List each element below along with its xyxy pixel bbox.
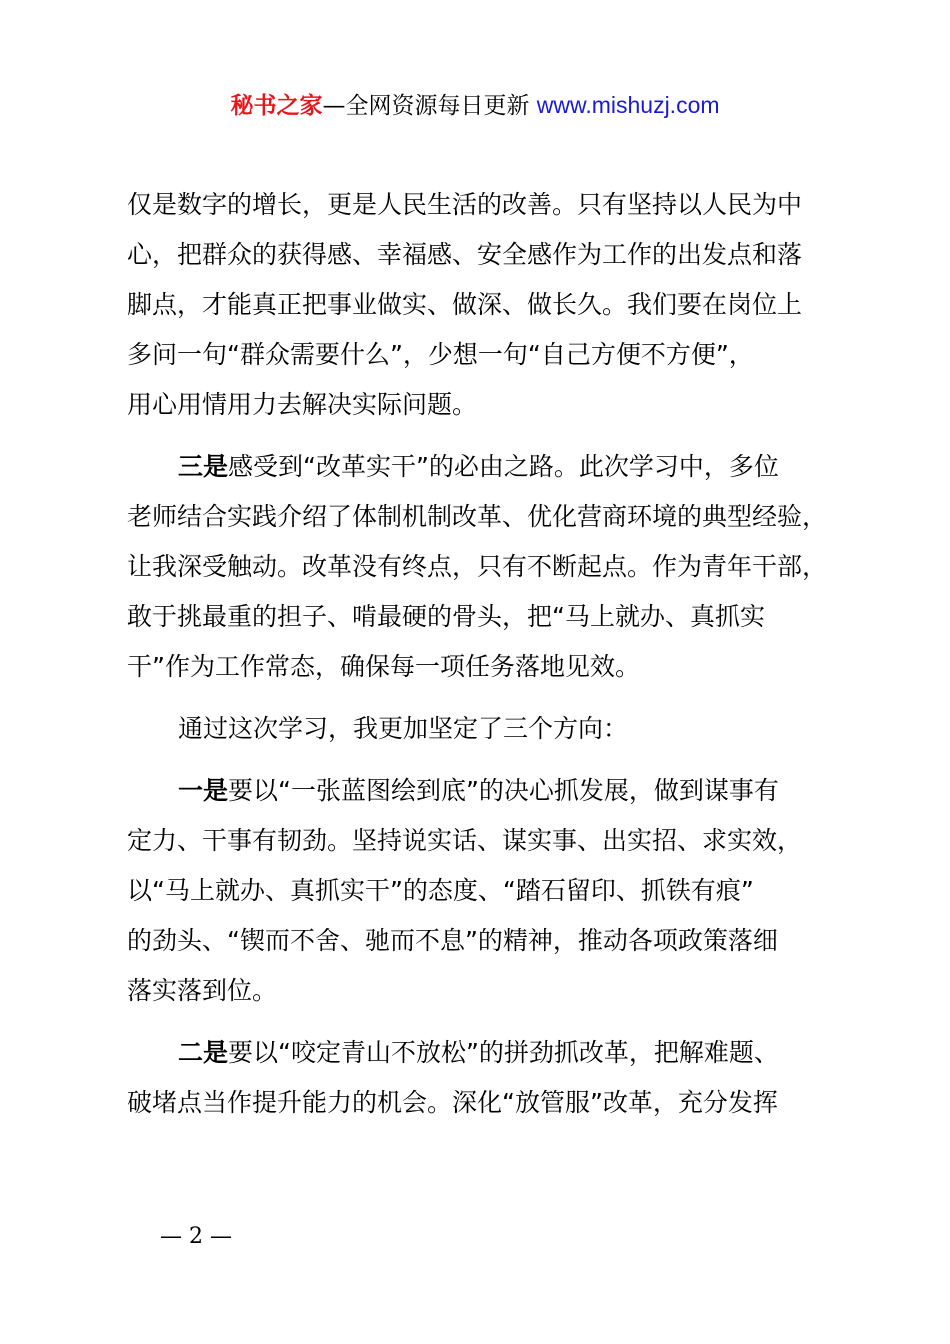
paragraph-first-line [178, 1036, 779, 1070]
body-line: 脚点，才能真正把事业做实、做深、做长久。我们要在岗位上 [127, 290, 803, 319]
paragraph-lead: 一是 [178, 776, 229, 805]
paragraph-text: 要以“咬定青山不放松”的拼劲抓改革，把解难题、 [228, 1038, 779, 1067]
paragraph-first-line [178, 774, 779, 808]
body-line: 定力、干事有韧劲。坚持说实话、谋实事、出实招、求实效， [127, 826, 803, 855]
body-line: 干”作为工作常态，确保每一项任务落地见效。 [127, 652, 640, 681]
body-line: 心，把群众的获得感、幸福感、安全感作为工作的出发点和落 [127, 240, 803, 269]
page-header [0, 88, 950, 123]
body-line: 以“马上就办、真抓实干”的态度、“踏石留印、抓铁有痕” [127, 876, 754, 905]
paragraph-first-line: 通过这次学习，我更加坚定了三个方向： [178, 714, 629, 743]
paragraph-text: 要以“一张蓝图绘到底”的决心抓发展，做到谋事有 [228, 776, 779, 805]
body-line: 用心用情用力去解决实际问题。 [127, 390, 478, 419]
body-line: 仅是数字的增长，更是人民生活的改善。只有坚持以人民为中 [127, 190, 803, 219]
site-tagline: —全网资源每日更新 [322, 93, 530, 119]
body-line: 老师结合实践介绍了体制机制改革、优化营商环境的典型经验， [127, 502, 828, 531]
site-brand: 秘书之家 [230, 93, 323, 119]
body-line: 破堵点当作提升能力的机会。深化“放管服”改革，充分发挥 [127, 1088, 778, 1117]
body-line: 落实落到位。 [127, 976, 278, 1005]
page-number: — 2 — [160, 1224, 232, 1249]
paragraph-lead: 二是 [178, 1038, 229, 1067]
paragraph-lead: 三是 [178, 452, 229, 481]
body-line: 敢于挑最重的担子、啃最硬的骨头，把“马上就办、真抓实 [127, 602, 765, 631]
site-url: www.mishuzj.com [536, 92, 720, 118]
body-line: 多问一句“群众需要什么”，少想一句“自己方便不方便”， [127, 340, 754, 369]
paragraph-text: 感受到“改革实干”的必由之路。此次学习中，多位 [228, 452, 779, 481]
paragraph-first-line [178, 450, 779, 484]
body-line: 让我深受触动。改革没有终点，只有不断起点。作为青年干部， [127, 552, 828, 581]
body-line: 的劲头、“锲而不舍、驰而不息”的精神，推动各项政策落细 [127, 926, 778, 955]
